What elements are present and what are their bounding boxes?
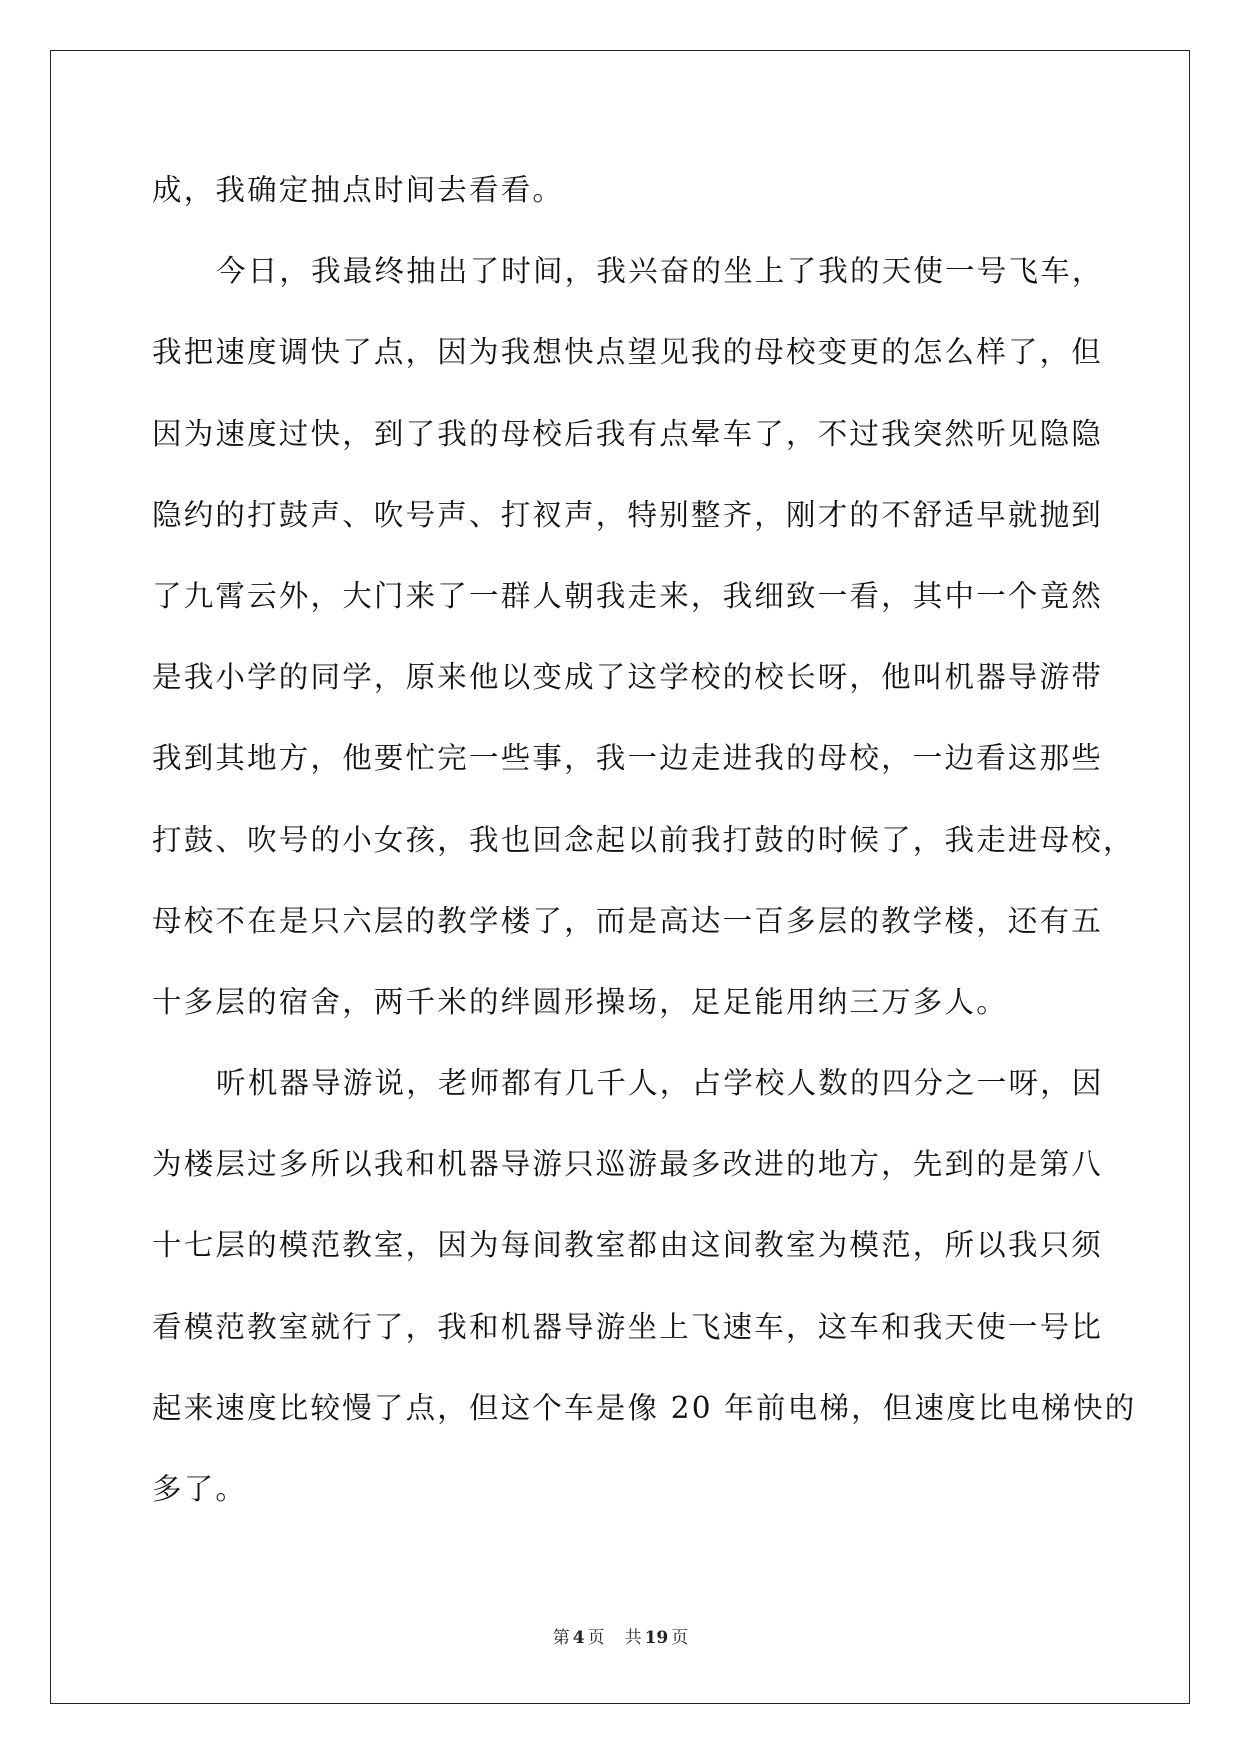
text-line: 是我小学的同学，原来他以变成了这学校的校长呀，他叫机器导游带 [152, 660, 1104, 695]
text-line: 十多层的宿舍，两千米的绊圆形操场，足足能用纳三万多人。 [152, 984, 1008, 1019]
page-number: 4 [572, 1628, 585, 1648]
total-prefix: 共 [624, 1628, 642, 1648]
page-prefix: 第 [552, 1628, 570, 1648]
text-line: 十七层的模范教室，因为每间教室都由这间教室为模范，所以我只须 [152, 1228, 1104, 1263]
page-suffix: 页 [587, 1628, 605, 1648]
text-line: 母校不在是只六层的教学楼了，而是高达一百多层的教学楼，还有五 [152, 903, 1104, 938]
total-pages: 19 [644, 1628, 669, 1648]
text-line: 了九霄云外，大门来了一群人朝我走来，我细致一看，其中一个竟然 [152, 578, 1104, 613]
text-line: 今日，我最终抽出了时间，我兴奋的坐上了我的天使一号飞车， [216, 254, 1104, 289]
text-line: 隐约的打鼓声、吹号声、打衩声，特别整齐，刚才的不舒适早就抛到 [152, 497, 1104, 532]
text-line: 为楼层过多所以我和机器导游只巡游最多改进的地方，先到的是第八 [152, 1147, 1104, 1182]
text-line: 多了。 [152, 1472, 248, 1506]
text-line: 看模范教室就行了，我和机器导游坐上飞速车，这车和我天使一号比 [152, 1309, 1104, 1344]
text-line: 起来速度比较慢了点，但这个车是像 20 年前电梯，但速度比电梯快的 [152, 1390, 1137, 1425]
text-line: 打鼓、吹号的小女孩，我也回念起以前我打鼓的时候了，我走进母校， [152, 822, 1135, 857]
text-line: 我到其地方，他要忙完一些事，我一边走进我的母校，一边看这那些 [152, 741, 1104, 776]
total-suffix: 页 [671, 1628, 689, 1648]
text-line: 我把速度调快了点，因为我想快点望见我的母校变更的怎么样了，但 [152, 335, 1104, 370]
text-line: 听机器导游说，老师都有几千人，占学校人数的四分之一呀，因 [216, 1066, 1104, 1101]
document-body [152, 168, 1137, 1548]
page-footer [0, 1623, 1241, 1648]
text-line: 因为速度过快，到了我的母校后我有点晕车了，不过我突然听见隐隐 [152, 416, 1104, 451]
text-line: 成，我确定抽点时间去看看。 [152, 173, 565, 207]
